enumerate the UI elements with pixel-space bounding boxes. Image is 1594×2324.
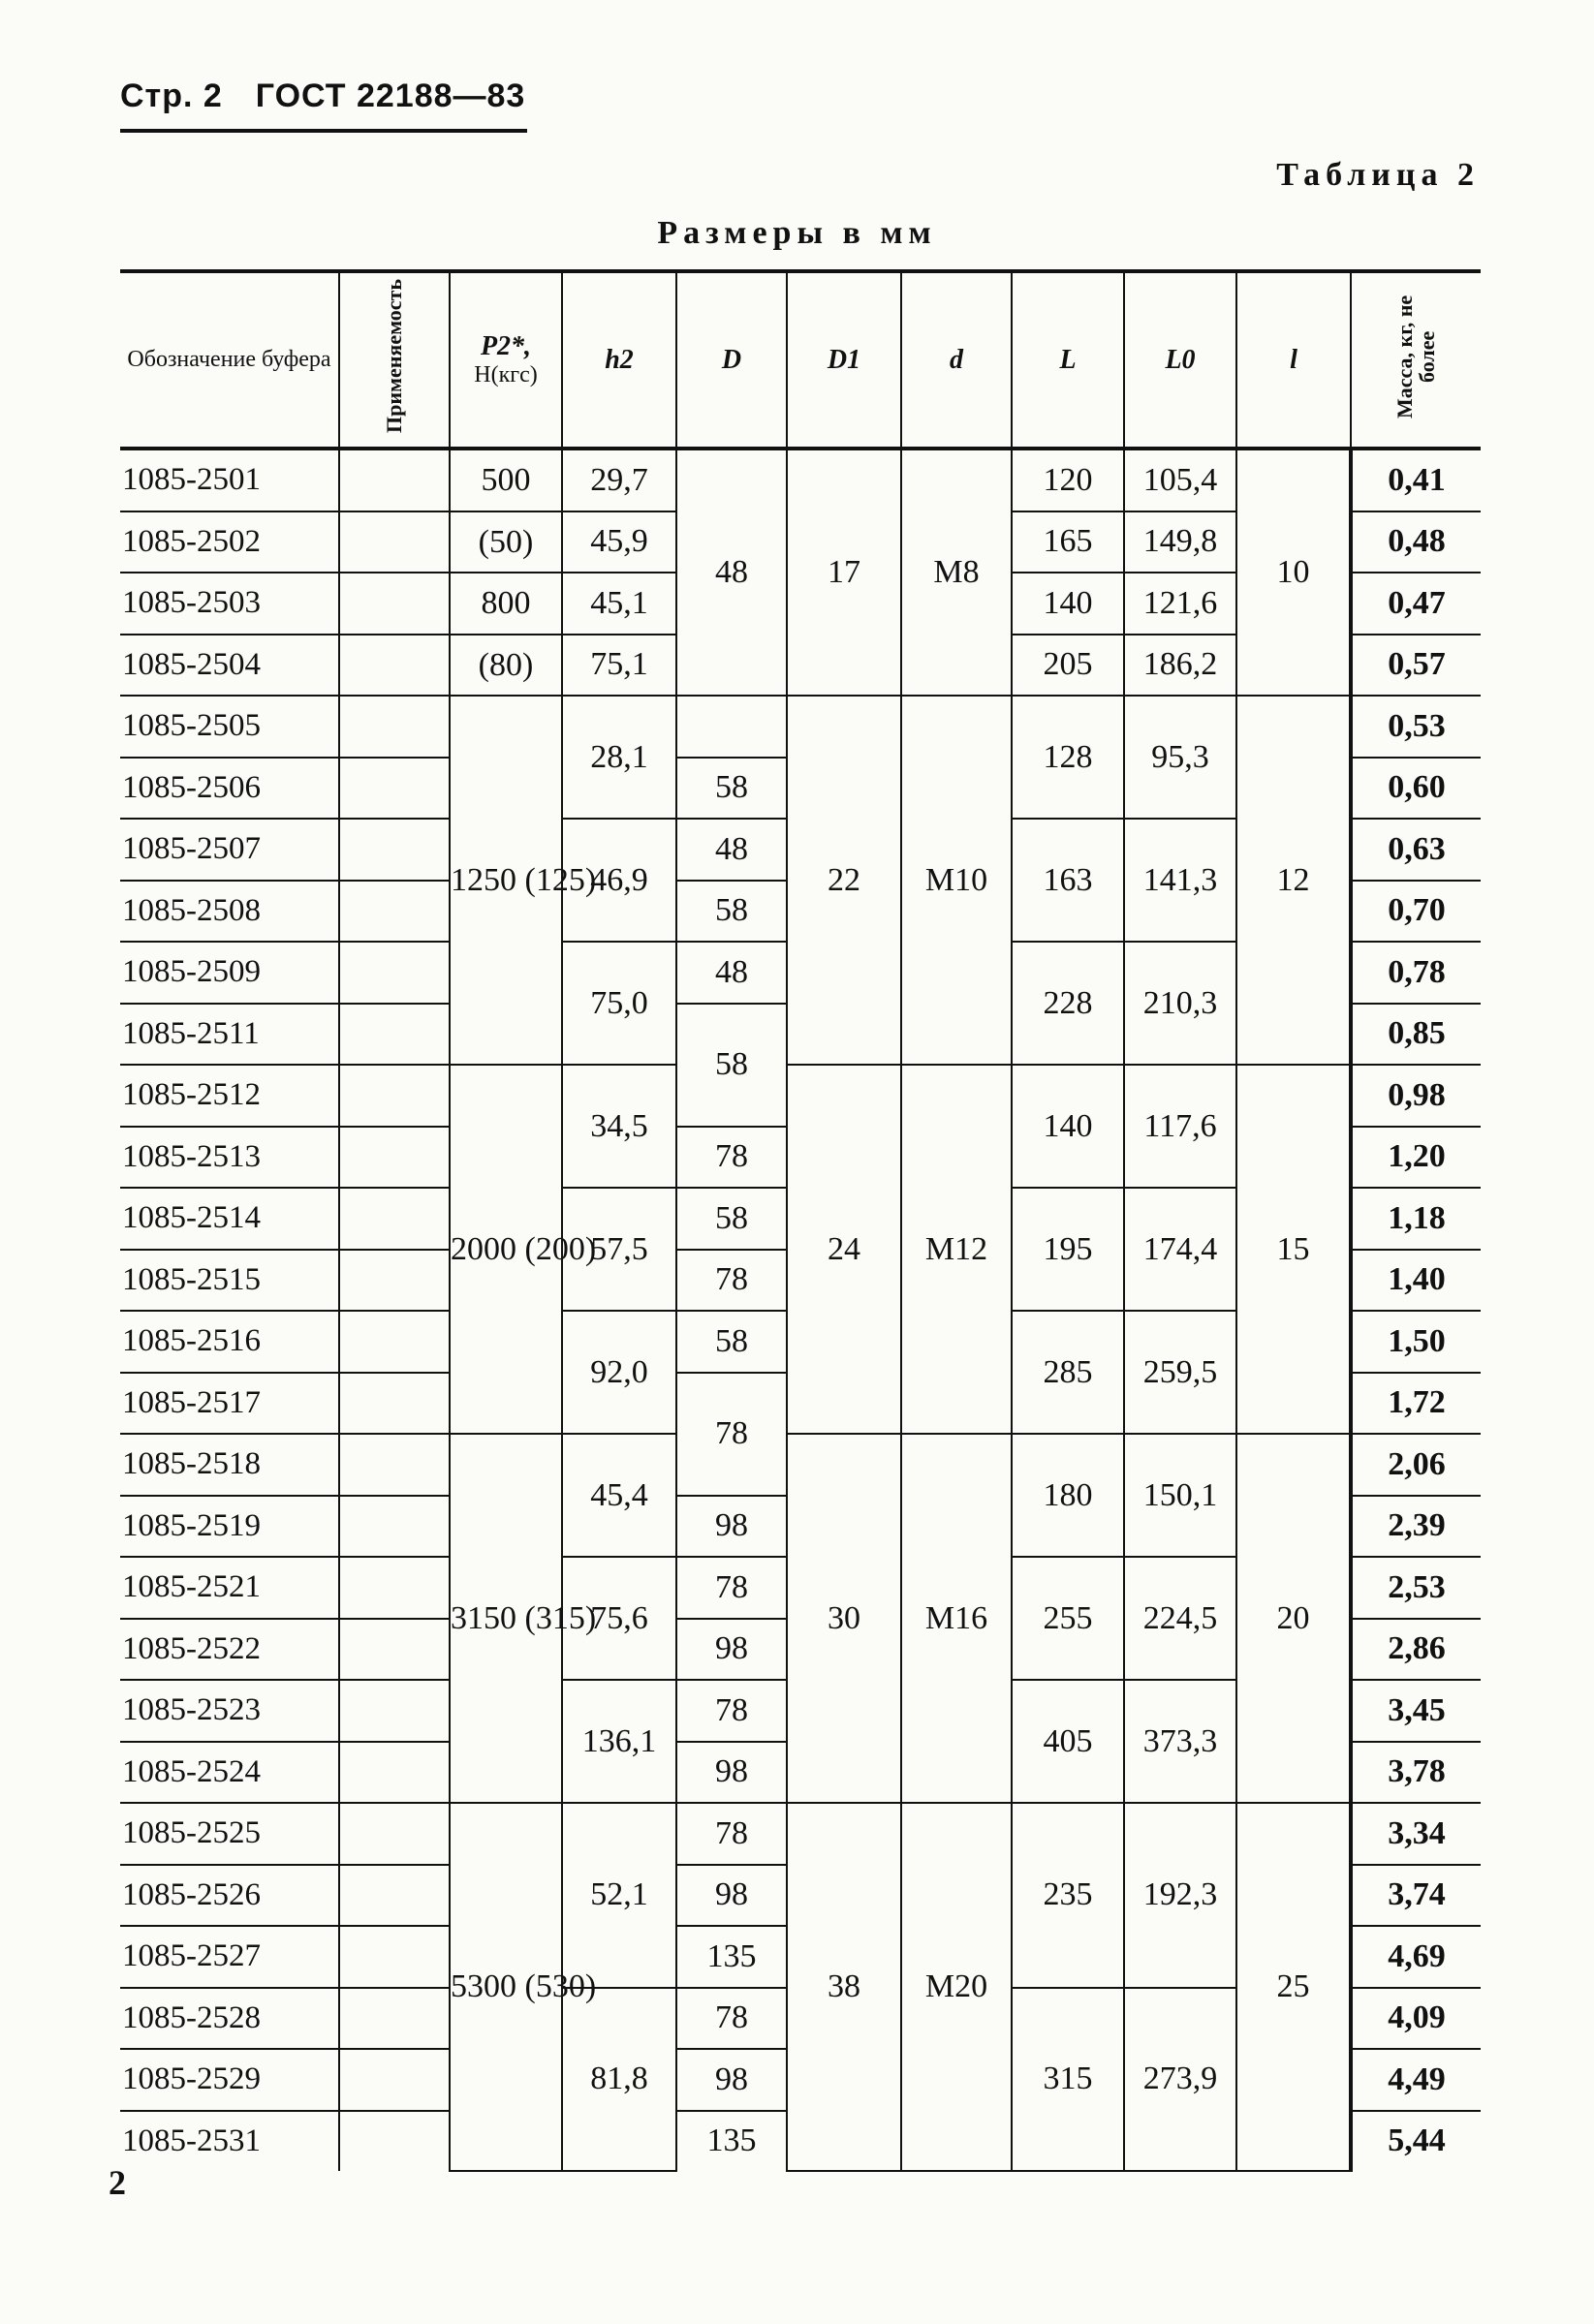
- applicability-cell: [339, 1988, 450, 2050]
- mass-cell: 0,47: [1351, 573, 1481, 635]
- p2-cell: 1250 (125): [450, 696, 562, 1065]
- applicability-cell: [339, 1004, 450, 1066]
- h2-cell: 45,9: [562, 511, 676, 573]
- mass-cell: 0,57: [1351, 635, 1481, 697]
- D-cell: 98: [676, 1742, 787, 1804]
- l-cell: 25: [1236, 1803, 1351, 2171]
- L-cell: 180: [1012, 1434, 1124, 1557]
- l-cell: 20: [1236, 1434, 1351, 1803]
- applicability-cell: [339, 1434, 450, 1496]
- table-row: [120, 1803, 1481, 1865]
- D-cell: 98: [676, 1496, 787, 1558]
- mass-cell: 3,34: [1351, 1803, 1481, 1865]
- applicability-cell: [339, 449, 450, 511]
- L-cell: 163: [1012, 819, 1124, 942]
- L0-cell: 259,5: [1124, 1311, 1236, 1434]
- d-cell: M8: [901, 449, 1012, 696]
- l-cell: 10: [1236, 449, 1351, 696]
- D-cell: [676, 696, 787, 758]
- applicability-cell: [339, 573, 450, 635]
- D-cell: 78: [676, 1557, 787, 1619]
- designation-cell: 1085-2521: [120, 1557, 339, 1619]
- D-cell: 78: [676, 1250, 787, 1312]
- h2-cell: 34,5: [562, 1065, 676, 1188]
- D-cell: 58: [676, 1311, 787, 1373]
- designation-cell: 1085-2517: [120, 1373, 339, 1435]
- d-cell: M20: [901, 1803, 1012, 2171]
- header-l: [1236, 271, 1351, 449]
- D-cell: 58: [676, 881, 787, 943]
- L-cell: 128: [1012, 696, 1124, 819]
- header-l-label: l: [1290, 344, 1297, 375]
- L-cell: 285: [1012, 1311, 1124, 1434]
- D1-cell: 17: [787, 449, 901, 696]
- designation-cell: 1085-2506: [120, 758, 339, 820]
- L-cell: 140: [1012, 1065, 1124, 1188]
- L-cell: 140: [1012, 573, 1124, 635]
- designation-cell: 1085-2515: [120, 1250, 339, 1312]
- h2-cell: 52,1: [562, 1803, 676, 1988]
- D-cell: 58: [676, 1188, 787, 1250]
- mass-cell: 0,98: [1351, 1065, 1481, 1127]
- mass-cell: 2,53: [1351, 1557, 1481, 1619]
- applicability-cell: [339, 1188, 450, 1250]
- L-cell: 228: [1012, 942, 1124, 1065]
- L-cell: 405: [1012, 1680, 1124, 1803]
- h2-cell: 45,4: [562, 1434, 676, 1557]
- L0-cell: 117,6: [1124, 1065, 1236, 1188]
- designation-cell: 1085-2519: [120, 1496, 339, 1558]
- h2-cell: 81,8: [562, 1988, 676, 2172]
- header-mass-label: Масса, кг, не более: [1392, 294, 1440, 418]
- designation-cell: 1085-2529: [120, 2049, 339, 2111]
- p2-cell: 2000 (200): [450, 1065, 562, 1434]
- table-row: [120, 696, 1481, 758]
- mass-cell: 5,44: [1351, 2111, 1481, 2172]
- designation-cell: 1085-2501: [120, 449, 339, 511]
- mass-cell: 1,20: [1351, 1127, 1481, 1189]
- h2-cell: 136,1: [562, 1680, 676, 1803]
- designation-cell: 1085-2527: [120, 1926, 339, 1988]
- designation-cell: 1085-2514: [120, 1188, 339, 1250]
- designation-cell: 1085-2502: [120, 511, 339, 573]
- applicability-cell: [339, 758, 450, 820]
- applicability-cell: [339, 1065, 450, 1127]
- h2-cell: 57,5: [562, 1188, 676, 1311]
- D-cell: 58: [676, 758, 787, 820]
- mass-cell: 3,74: [1351, 1865, 1481, 1927]
- applicability-cell: [339, 1926, 450, 1988]
- mass-cell: 0,53: [1351, 696, 1481, 758]
- table-row: [120, 1065, 1481, 1127]
- header-d-label: d: [950, 344, 963, 375]
- L0-cell: 224,5: [1124, 1557, 1236, 1680]
- D1-cell: 30: [787, 1434, 901, 1803]
- applicability-cell: [339, 1619, 450, 1681]
- mass-cell: 3,78: [1351, 1742, 1481, 1804]
- designation-cell: 1085-2503: [120, 573, 339, 635]
- applicability-cell: [339, 1557, 450, 1619]
- header-L0-label: L0: [1165, 344, 1196, 375]
- L0-cell: 141,3: [1124, 819, 1236, 942]
- L-cell: 235: [1012, 1803, 1124, 1988]
- mass-cell: 2,39: [1351, 1496, 1481, 1558]
- h2-cell: 92,0: [562, 1311, 676, 1434]
- L-cell: 120: [1012, 449, 1124, 511]
- header-D1: [787, 271, 901, 449]
- d-cell: M10: [901, 696, 1012, 1065]
- header-applicability-label: Применяемость: [382, 279, 407, 434]
- D-cell: 78: [676, 1803, 787, 1865]
- header-D1-label: D1: [827, 344, 861, 375]
- p2-cell: 800: [450, 573, 562, 635]
- mass-cell: 1,50: [1351, 1311, 1481, 1373]
- header-h2-label: h2: [605, 344, 634, 375]
- applicability-cell: [339, 696, 450, 758]
- D1-cell: 24: [787, 1065, 901, 1434]
- applicability-cell: [339, 1373, 450, 1435]
- D-cell: 98: [676, 1865, 787, 1927]
- D-cell: 58: [676, 1004, 787, 1127]
- L0-cell: 174,4: [1124, 1188, 1236, 1311]
- l-cell: 12: [1236, 696, 1351, 1065]
- applicability-cell: [339, 1742, 450, 1804]
- designation-cell: 1085-2509: [120, 942, 339, 1004]
- h2-cell: 28,1: [562, 696, 676, 819]
- header-p2-unit: Н(кгс): [474, 362, 538, 387]
- header-D-label: D: [721, 344, 742, 375]
- mass-cell: 0,63: [1351, 819, 1481, 881]
- applicability-cell: [339, 2049, 450, 2111]
- table-row: [120, 449, 1481, 511]
- designation-cell: 1085-2525: [120, 1803, 339, 1865]
- applicability-cell: [339, 1680, 450, 1742]
- applicability-cell: [339, 1250, 450, 1312]
- specification-table: [120, 269, 1481, 2172]
- page-number: 2: [109, 2163, 126, 2202]
- mass-cell: 2,06: [1351, 1434, 1481, 1496]
- designation-cell: 1085-2516: [120, 1311, 339, 1373]
- D-cell: 48: [676, 942, 787, 1004]
- header-designation-label: Обозначение буфера: [127, 347, 331, 372]
- p2-cell: (50): [450, 511, 562, 573]
- L-cell: 165: [1012, 511, 1124, 573]
- L0-cell: 373,3: [1124, 1680, 1236, 1803]
- L0-cell: 149,8: [1124, 511, 1236, 573]
- h2-cell: 46,9: [562, 819, 676, 942]
- header-L0: [1124, 271, 1236, 449]
- applicability-cell: [339, 881, 450, 943]
- designation-cell: 1085-2528: [120, 1988, 339, 2050]
- D1-cell: 22: [787, 696, 901, 1065]
- D-cell: 98: [676, 2049, 787, 2111]
- applicability-cell: [339, 1127, 450, 1189]
- applicability-cell: [339, 2111, 450, 2172]
- designation-cell: 1085-2531: [122, 2123, 261, 2158]
- L-cell: 195: [1012, 1188, 1124, 1311]
- mass-cell: 0,60: [1351, 758, 1481, 820]
- header-L: [1012, 271, 1124, 449]
- header-D: [676, 271, 787, 449]
- mass-cell: 3,45: [1351, 1680, 1481, 1742]
- p2-cell: (80): [450, 635, 562, 697]
- header-mass: [1351, 271, 1481, 449]
- applicability-cell: [339, 1865, 450, 1927]
- d-cell: M16: [901, 1434, 1012, 1803]
- L0-cell: 105,4: [1124, 449, 1236, 511]
- mass-cell: 0,48: [1351, 511, 1481, 573]
- p2-cell: 500: [450, 449, 562, 511]
- designation-cell: 1085-2524: [120, 1742, 339, 1804]
- mass-cell: 2,86: [1351, 1619, 1481, 1681]
- D-cell: 78: [676, 1680, 787, 1742]
- mass-cell: 1,18: [1351, 1188, 1481, 1250]
- mass-cell: 0,41: [1351, 449, 1481, 511]
- L0-cell: 95,3: [1124, 696, 1236, 819]
- mass-cell: 4,09: [1351, 1988, 1481, 2050]
- applicability-cell: [339, 942, 450, 1004]
- header-d: [901, 271, 1012, 449]
- l-cell: 15: [1236, 1065, 1351, 1434]
- designation-cell: 1085-2523: [120, 1680, 339, 1742]
- applicability-cell: [339, 1803, 450, 1865]
- page-header: [120, 77, 527, 133]
- L0-cell: 273,9: [1124, 1988, 1236, 2172]
- applicability-cell: [339, 511, 450, 573]
- mass-cell: 0,70: [1351, 881, 1481, 943]
- L0-cell: 192,3: [1124, 1803, 1236, 1988]
- D-cell: 98: [676, 1619, 787, 1681]
- designation-cell: 1085-2512: [120, 1065, 339, 1127]
- L0-cell: 210,3: [1124, 942, 1236, 1065]
- standard-number: ГОСТ 22188—83: [255, 77, 526, 114]
- table-row: [120, 1434, 1481, 1496]
- h2-cell: 75,0: [562, 942, 676, 1065]
- D1-cell: 38: [787, 1803, 901, 2171]
- header-p2: [450, 271, 562, 449]
- d-cell: M12: [901, 1065, 1012, 1434]
- designation-cell: 1085-2513: [120, 1127, 339, 1189]
- designation-cell: 1085-2504: [120, 635, 339, 697]
- mass-cell: 4,49: [1351, 2049, 1481, 2111]
- mass-cell: 4,69: [1351, 1926, 1481, 1988]
- header-applicability: [339, 271, 450, 449]
- mass-cell: 0,85: [1351, 1004, 1481, 1066]
- L-cell: 315: [1012, 1988, 1124, 2172]
- applicability-cell: [339, 635, 450, 697]
- L0-cell: 186,2: [1124, 635, 1236, 697]
- h2-cell: 75,1: [562, 635, 676, 697]
- applicability-cell: [339, 819, 450, 881]
- D-cell: 78: [676, 1127, 787, 1189]
- mass-cell: 1,40: [1351, 1250, 1481, 1312]
- h2-cell: 45,1: [562, 573, 676, 635]
- applicability-cell: [339, 1311, 450, 1373]
- designation-cell: 1085-2526: [120, 1865, 339, 1927]
- D-cell: 135: [676, 2111, 787, 2172]
- D-cell: 48: [676, 449, 787, 696]
- mass-cell: 1,72: [1351, 1373, 1481, 1435]
- L0-cell: 121,6: [1124, 573, 1236, 635]
- L-cell: 205: [1012, 635, 1124, 697]
- designation-cell: 1085-2522: [120, 1619, 339, 1681]
- designation-cell: 1085-2518: [120, 1434, 339, 1496]
- page-ref: Стр. 2: [120, 77, 223, 114]
- h2-cell: 75,6: [562, 1557, 676, 1680]
- D-cell: 78: [676, 1988, 787, 2050]
- header-p2-symbol: P2*,: [480, 331, 532, 361]
- header-designation: [120, 271, 339, 449]
- h2-cell: 29,7: [562, 449, 676, 511]
- p2-cell: 3150 (315): [450, 1434, 562, 1803]
- table-label: Таблица 2: [1276, 157, 1480, 193]
- p2-cell: 5300 (530): [450, 1803, 562, 2171]
- D-cell: 78: [676, 1373, 787, 1496]
- designation-cell: 1085-2511: [120, 1004, 339, 1066]
- D-cell: 48: [676, 819, 787, 881]
- L0-cell: 150,1: [1124, 1434, 1236, 1557]
- units-caption: Размеры в мм: [657, 215, 937, 251]
- header-L-label: L: [1059, 344, 1077, 375]
- table-header-row: [120, 271, 1481, 449]
- applicability-cell: [339, 1496, 450, 1558]
- L-cell: 255: [1012, 1557, 1124, 1680]
- designation-cell: 1085-2508: [120, 881, 339, 943]
- D-cell: 135: [676, 1926, 787, 1988]
- mass-cell: 0,78: [1351, 942, 1481, 1004]
- header-h2: [562, 271, 676, 449]
- designation-cell: 1085-2505: [120, 696, 339, 758]
- designation-cell: 1085-2507: [120, 819, 339, 881]
